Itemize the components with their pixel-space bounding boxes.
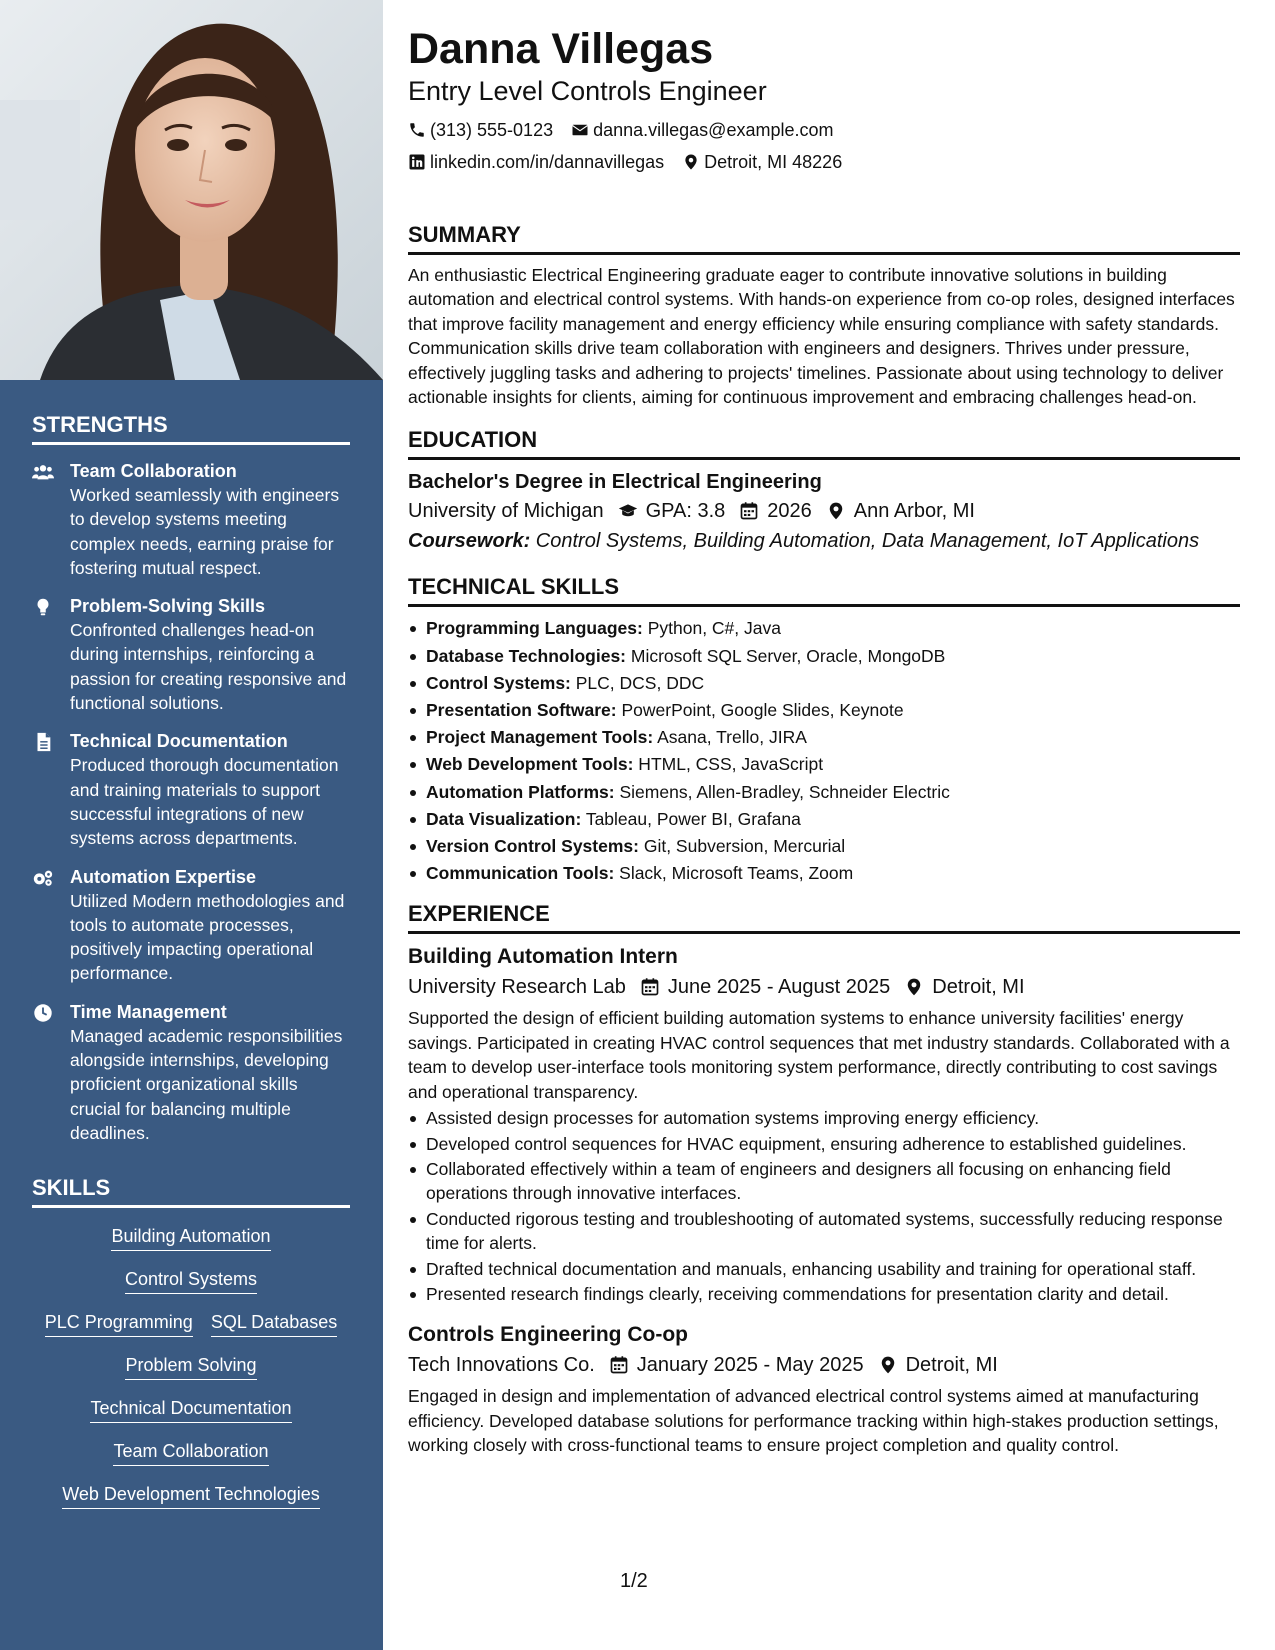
education-meta xyxy=(408,496,1240,526)
skill-tag: PLC Programming xyxy=(45,1310,193,1337)
map-pin-icon xyxy=(878,1355,898,1375)
strength-desc: Managed academic responsibilities alongside internships, developing proficient organizational skills crucial for balancing multiple deadlines. xyxy=(70,1025,343,1143)
location-text: Ann Arbor, MI xyxy=(853,500,975,523)
strength-desc: Produced thorough documentation and training materials to support successful integrations of new systems across departments. xyxy=(70,755,339,849)
job-location xyxy=(904,972,1024,1002)
job-description: Supported the design of efficient building automation systems to enhance university facilities' energy savings. Participated in creating HVAC control sequences that met industry standards. Collaborated with a team to develop user-interface tools monitoring system performance, directly contributing to cost savings and operational transparency. xyxy=(408,1008,1230,1102)
summary-text: An enthusiastic Electrical Engineering graduate eager to contribute innovative solutions in building automation and electrical control systems. With hands-on experience from co-op roles, designed interfaces that improve facility management and energy efficiency while ensuring compliance with safety standards. Communication skills drive team collaboration with engineers and designers. Thrives under pressure, effectively juggling tasks and adhering to projects' timelines. Passionate about using technology to deliver actionable insights for clients, aiming for continuous improvement and embracing challenges head-on. xyxy=(408,265,1235,408)
technical-skills-list xyxy=(408,615,1240,887)
skills-heading: SKILLS xyxy=(32,1175,350,1208)
skill-tag: SQL Databases xyxy=(211,1310,337,1337)
location-text: Detroit, MI 48226 xyxy=(704,152,843,172)
skill-tag: Building Automation xyxy=(111,1224,270,1251)
sidebar-content xyxy=(32,412,350,1525)
degree: Bachelor's Degree in Electrical Engineering xyxy=(408,471,822,494)
skill-value: Git, Subversion, Mercurial xyxy=(638,836,846,857)
dates-text: January 2025 - May 2025 xyxy=(636,1354,864,1377)
strength-title: Technical Documentation xyxy=(70,731,288,752)
skill-label: Data Visualization: xyxy=(426,808,582,829)
main-content xyxy=(408,24,1240,1458)
list-item xyxy=(408,697,1240,724)
skill-label: Control Systems: xyxy=(426,672,571,693)
coursework-list: Control Systems, Building Automation, Data Management, IoT Applications xyxy=(530,530,1200,553)
linkedin-text[interactable]: linkedin.com/in/dannavillegas xyxy=(430,152,665,172)
list-item: Conducted rigorous testing and troubleshooting of automated systems, successfully reducing response time for alerts. xyxy=(408,1207,1240,1256)
strength-title: Problem-Solving Skills xyxy=(70,596,266,617)
strength-title: Team Collaboration xyxy=(70,461,237,481)
company-name: University Research Lab xyxy=(408,976,626,999)
list-item: Collaborated effectively within a team of engineers and designers all focusing on enhancing field operations through innovative interfaces. xyxy=(408,1157,1240,1206)
year-text: 2026 xyxy=(767,500,812,523)
skill-value: Microsoft SQL Server, Oracle, MongoDB xyxy=(626,645,946,666)
job-location xyxy=(878,1350,998,1380)
company xyxy=(408,1350,595,1380)
skill-label: Version Control Systems: xyxy=(426,836,639,857)
skill-value: Slack, Microsoft Teams, Zoom xyxy=(614,863,854,884)
contact-row xyxy=(408,114,1240,146)
list-item xyxy=(408,779,1240,806)
location-text: Detroit, MI xyxy=(905,1354,998,1377)
skill-tag: Technical Documentation xyxy=(90,1396,291,1423)
skill-label: Communication Tools: xyxy=(426,863,615,884)
list-item xyxy=(408,860,1240,887)
job-role: Building Automation Intern xyxy=(408,945,678,969)
skill-value: Siemens, Allen-Bradley, Schneider Electric xyxy=(614,781,950,802)
skill-label: Presentation Software: xyxy=(426,700,617,721)
job-meta xyxy=(408,1350,1240,1380)
lightbulb-icon xyxy=(32,594,70,715)
skill-tag: Problem Solving xyxy=(125,1353,256,1380)
email-text[interactable]: danna.villegas@example.com xyxy=(593,120,834,140)
map-pin-icon xyxy=(826,501,846,521)
gpa xyxy=(618,496,726,526)
dates-text: June 2025 - August 2025 xyxy=(667,976,891,999)
calendar-icon xyxy=(609,1355,629,1375)
phone-text: (313) 555-0123 xyxy=(430,120,554,140)
list-item: Presented research findings clearly, receiving commendations for presentation clarity and detail. xyxy=(408,1282,1240,1306)
job-description: Engaged in design and implementation of advanced electrical control systems aimed at manufacturing efficiency. Developed database solutions for performance tracking within high-stakes production settings, working closely with cross-functional teams to ensure project completion and quality control. xyxy=(408,1386,1219,1456)
skill-tag: Team Collaboration xyxy=(113,1439,268,1466)
envelope-icon xyxy=(571,121,589,139)
company xyxy=(408,972,626,1002)
technical-skills-heading: TECHNICAL SKILLS xyxy=(408,574,1240,607)
skill-value: Tableau, Power BI, Grafana xyxy=(581,808,801,829)
list-item xyxy=(408,806,1240,833)
job-bullets xyxy=(408,1106,1240,1306)
list-item xyxy=(408,833,1240,860)
school-name: University of Michigan xyxy=(408,500,604,523)
gears-icon xyxy=(32,865,70,986)
list-item: Drafted technical documentation and manuals, enhancing usability and training for operational staff. xyxy=(408,1257,1240,1281)
job-meta xyxy=(408,972,1240,1002)
job-role: Controls Engineering Co-op xyxy=(408,1323,688,1347)
page-number: 1/2 xyxy=(620,1570,648,1592)
list-item: Developed control sequences for HVAC equipment, ensuring adherence to established guidelines. xyxy=(408,1132,1240,1156)
strength-title: Automation Expertise xyxy=(70,866,257,887)
calendar-icon xyxy=(640,977,660,997)
phone-icon xyxy=(408,121,426,139)
phone-contact xyxy=(408,114,553,146)
strength-item xyxy=(32,1000,350,1145)
strength-item xyxy=(32,459,350,580)
school xyxy=(408,496,604,526)
gpa-text: GPA: 3.8 xyxy=(645,500,726,523)
skill-value: PLC, DCS, DDC xyxy=(570,672,705,693)
job-title: Entry Level Controls Engineer xyxy=(408,76,767,106)
strength-item xyxy=(32,865,350,986)
location-text: Detroit, MI xyxy=(932,976,1025,999)
skill-label: Database Technologies: xyxy=(426,645,627,666)
strengths-heading: STRENGTHS xyxy=(32,412,350,445)
list-item: Assisted design processes for automation systems improving energy efficiency. xyxy=(408,1106,1240,1130)
strength-item xyxy=(32,594,350,715)
coursework xyxy=(408,526,1240,556)
graduation-cap-icon xyxy=(618,501,638,521)
education-location xyxy=(826,496,975,526)
email-contact[interactable] xyxy=(571,114,833,146)
coursework-label: Coursework: xyxy=(408,530,531,553)
skill-value: Python, C#, Java xyxy=(642,618,781,639)
linkedin-icon xyxy=(408,153,426,171)
strength-item xyxy=(32,729,350,850)
sidebar xyxy=(0,0,383,1650)
candidate-name: Danna Villegas xyxy=(408,25,714,73)
strength-desc: Confronted challenges head-on during internships, reinforcing a passion for creating responsive and functional solutions. xyxy=(70,620,347,714)
skill-label: Automation Platforms: xyxy=(426,781,615,802)
list-item xyxy=(408,643,1240,670)
skill-label: Project Management Tools: xyxy=(426,727,654,748)
map-pin-icon xyxy=(904,977,924,997)
job-dates xyxy=(640,972,890,1002)
skill-label: Web Development Tools: xyxy=(426,754,634,775)
strength-desc: Utilized Modern methodologies and tools to automate processes, positively impacting operational performance. xyxy=(70,890,345,984)
document-icon xyxy=(32,729,70,850)
skill-value: PowerPoint, Google Slides, Keynote xyxy=(616,700,904,721)
experience-heading: EXPERIENCE xyxy=(408,901,1240,934)
linkedin-contact[interactable] xyxy=(408,146,664,178)
strength-desc: Worked seamlessly with engineers to develop systems meeting complex needs, earning praise for fostering mutual respect. xyxy=(70,485,340,578)
job-dates xyxy=(609,1350,864,1380)
skill-value: HTML, CSS, JavaScript xyxy=(633,754,824,775)
skill-label: Programming Languages: xyxy=(426,618,643,639)
skill-value: Asana, Trello, JIRA xyxy=(653,727,807,748)
contact-row xyxy=(408,146,1240,178)
list-item xyxy=(408,724,1240,751)
map-pin-icon xyxy=(682,153,700,171)
location-contact xyxy=(682,146,842,178)
list-item xyxy=(408,670,1240,697)
list-item xyxy=(408,751,1240,778)
profile-photo xyxy=(0,0,383,380)
users-icon xyxy=(32,459,70,580)
strength-title: Time Management xyxy=(70,1001,227,1022)
company-name: Tech Innovations Co. xyxy=(408,1354,595,1377)
skill-tag: Control Systems xyxy=(125,1267,257,1294)
clock-icon xyxy=(32,1000,70,1145)
graduation-year xyxy=(739,496,812,526)
summary-heading: SUMMARY xyxy=(408,222,1240,255)
calendar-icon xyxy=(739,501,759,521)
education-heading: EDUCATION xyxy=(408,427,1240,460)
list-item xyxy=(408,615,1240,642)
skill-tag: Web Development Technologies xyxy=(62,1482,320,1509)
